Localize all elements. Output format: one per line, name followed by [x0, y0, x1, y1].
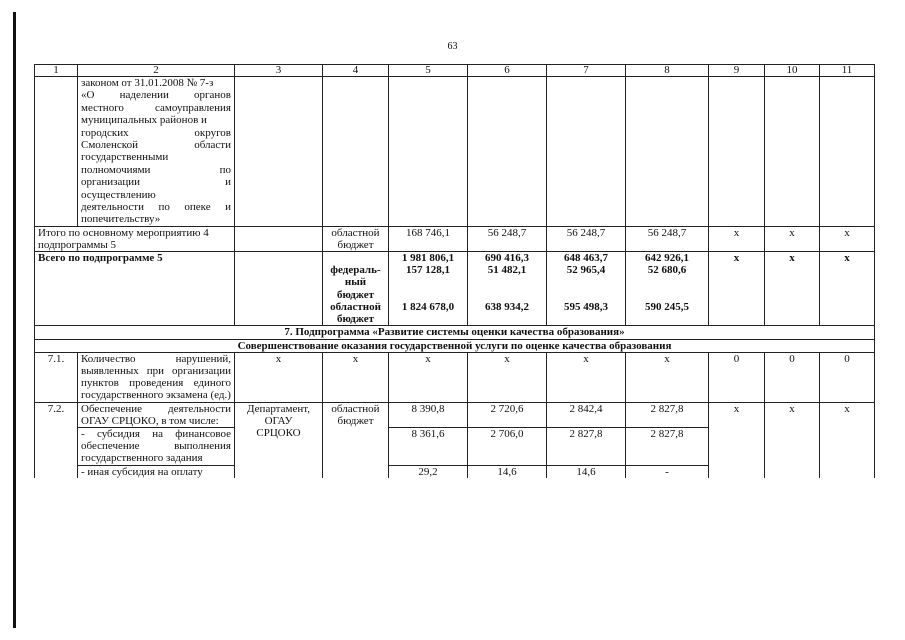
col-num-3: 3	[235, 65, 323, 77]
itogo-row	[35, 226, 875, 251]
col-num-5: 5	[389, 65, 468, 77]
section-title-row	[35, 326, 875, 339]
row-7-2b-v8: -	[626, 465, 709, 478]
row-7-2-v6: 2 720,6	[468, 402, 547, 427]
row-7-2-executor: Департамент, ОГАУ СРЦОКО	[235, 402, 323, 478]
row-7-2b-v7: 14,6	[547, 465, 626, 478]
section-title: 7. Подпрограмма «Развитие системы оценки качества образования»	[35, 326, 875, 339]
program-table	[34, 64, 875, 478]
row-7-2a-name: - субсидия на финансовое обеспечение выполнения государственного задания	[78, 427, 235, 465]
row-7-1-v10: 0	[765, 352, 820, 402]
itogo-v6: 56 248,7	[468, 226, 547, 251]
row-7-1-v7: х	[547, 352, 626, 402]
itogo-v10: х	[765, 226, 820, 251]
row-7-2a-v5: 8 361,6	[389, 427, 468, 465]
row-7-1-c4: х	[323, 352, 389, 402]
row-7-2-v5: 8 390,8	[389, 402, 468, 427]
col-num-10: 10	[765, 65, 820, 77]
itogo-v8: 56 248,7	[626, 226, 709, 251]
vsego-v9: х	[709, 252, 765, 326]
row-7-1-v8: х	[626, 352, 709, 402]
row-7-1-c3: х	[235, 352, 323, 402]
binding-line	[13, 12, 16, 628]
row-7-2b-v6: 14,6	[468, 465, 547, 478]
row-7-2a-v6: 2 706,0	[468, 427, 547, 465]
continued-name-cell: законом от 31.01.2008 № 7-з «О наделении органов местного самоуправления муниципальных районов и городских округов Смоленской области государственными полномочиями по организации и осуществлению деятельности по опеке и попечительству»	[78, 77, 235, 227]
itogo-v7: 56 248,7	[547, 226, 626, 251]
vsego-v10: х	[765, 252, 820, 326]
vsego-sources: федераль- ный бюджет областной бюджет	[323, 252, 389, 326]
itogo-v5: 168 746,1	[389, 226, 468, 251]
vsego-v8: 642 926,1 52 680,6 590 245,5	[626, 252, 709, 326]
row-7-1-v5: х	[389, 352, 468, 402]
row-7-2-v7: 2 842,4	[547, 402, 626, 427]
col-num-7: 7	[547, 65, 626, 77]
itogo-v9: х	[709, 226, 765, 251]
row-7-1-v11: 0	[820, 352, 875, 402]
row-7-1-v9: 0	[709, 352, 765, 402]
vsego-row	[35, 252, 875, 326]
vsego-v5: 1 981 806,1 157 128,1 1 824 678,0	[389, 252, 468, 326]
row-7-1-name: Количество нарушений, выявленных при организации пунктов проведения единого государственного экзамена (ед.)	[78, 352, 235, 402]
col-num-4: 4	[323, 65, 389, 77]
row-7-2-v11: х	[820, 402, 875, 478]
vsego-name: Всего по подпрограмме 5	[35, 252, 235, 326]
col-num-1: 1	[35, 65, 78, 77]
col-num-8: 8	[626, 65, 709, 77]
page-number: 63	[447, 41, 458, 52]
row-7-2-v9: х	[709, 402, 765, 478]
section-subtitle-row	[35, 339, 875, 352]
col-num-6: 6	[468, 65, 547, 77]
row-7-2-source: областной бюджет	[323, 402, 389, 478]
row-7-1	[35, 352, 875, 402]
row-7-2-num: 7.2.	[35, 402, 78, 478]
row-7-2-name: Обеспечение деятельности ОГАУ СРЦОКО, в том числе:	[78, 402, 235, 427]
continued-row	[35, 77, 875, 227]
itogo-name: Итого по основному мероприятию 4 подпрограммы 5	[35, 226, 235, 251]
col-num-9: 9	[709, 65, 765, 77]
row-7-2a-v8: 2 827,8	[626, 427, 709, 465]
itogo-v11: х	[820, 226, 875, 251]
row-7-2b-name: - иная субсидия на оплату	[78, 465, 235, 478]
vsego-v6: 690 416,3 51 482,1 638 934,2	[468, 252, 547, 326]
row-7-2	[35, 402, 875, 427]
row-7-1-num: 7.1.	[35, 352, 78, 402]
itogo-source: областной бюджет	[323, 226, 389, 251]
col-num-2: 2	[78, 65, 235, 77]
row-7-1-v6: х	[468, 352, 547, 402]
row-7-2-v8: 2 827,8	[626, 402, 709, 427]
section-subtitle: Совершенствование оказания государственной услуги по оценке качества образования	[35, 339, 875, 352]
row-7-2b-v5: 29,2	[389, 465, 468, 478]
vsego-v11: х	[820, 252, 875, 326]
column-number-row	[35, 65, 875, 77]
row-7-2a-v7: 2 827,8	[547, 427, 626, 465]
col-num-11: 11	[820, 65, 875, 77]
row-7-2-v10: х	[765, 402, 820, 478]
vsego-v7: 648 463,7 52 965,4 595 498,3	[547, 252, 626, 326]
